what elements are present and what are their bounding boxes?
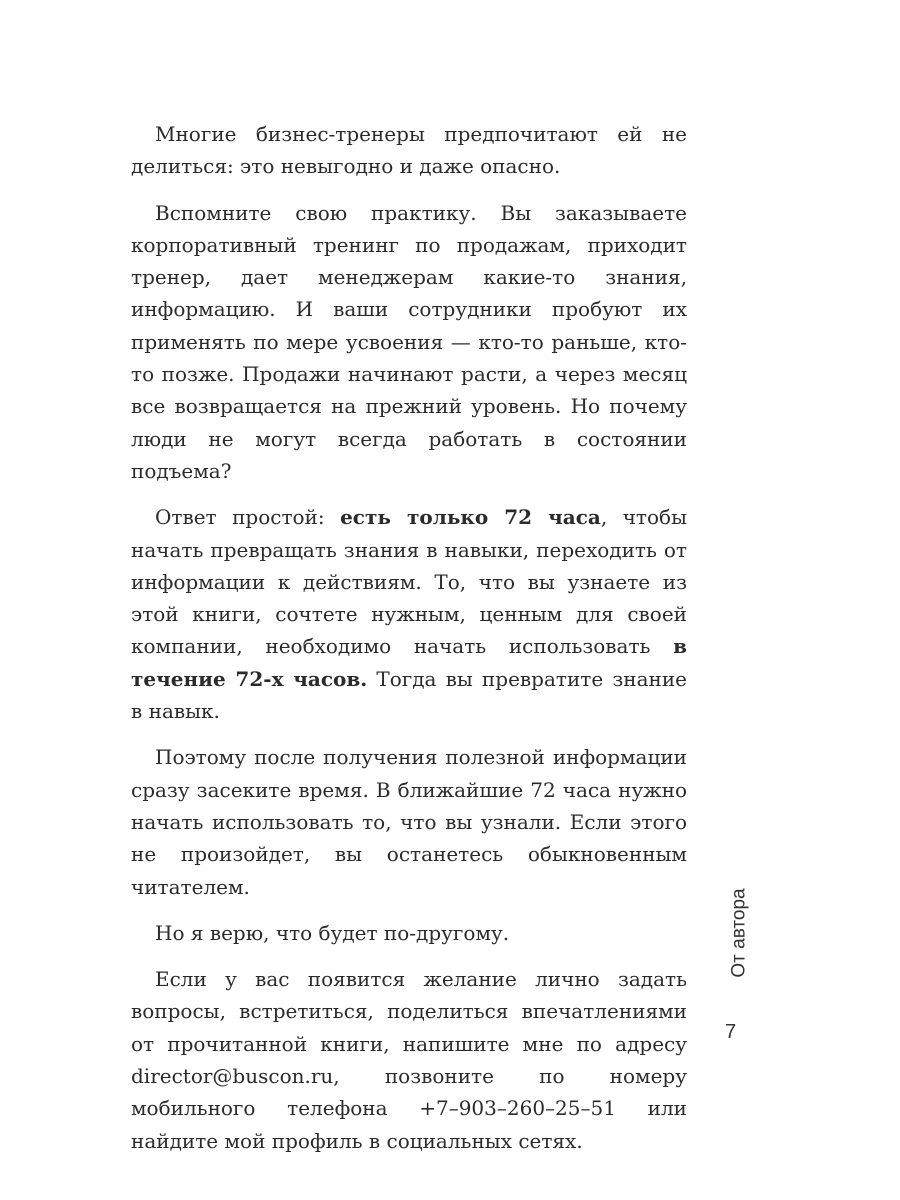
paragraph-3-text: Тогда вы превратите знание в навык. [131,666,687,724]
page-number: 7 [725,1021,737,1043]
paragraph-1: Многие бизнес-тренеры предпочитают ей не делиться: это невыгодно и даже опасно. [131,122,687,179]
paragraph-3-text: , чтобы начать превращать знания в навыки, переходить от информации к действиям. То, что вы узнаете из этой книги, сочтете нужным, ценным для своей компании, необходимо начать использовать [131,505,687,659]
paragraph-2: Вспомните свою практику. Вы заказываете корпоративный тренинг по продажам, приходит тренер, дает менеджерам какие-то знания, информацию. И ваши сотрудники пробуют их применять по мере усвоения — кто-то раньше, кто-то позже. Продажи начинают расти, а через месяц все возвращается на прежний уровень. Но почему люди не могут всегда работать в состоянии подъема? [131,200,687,483]
paragraph-4: Поэтому после получения полезной информации сразу засеките время. В ближайшие 72 часа нужно начать использовать то, что вы узнали. Если этого не произойдет, вы останетесь обыкновенным читателем. [131,745,687,899]
bold-72-hours: есть только 72 часа [340,505,601,530]
bold-within-72-hours: в течение 72-х часов. [131,634,687,691]
running-head [725,885,755,980]
paragraph-5: Но я верю, что будет по-другому. [155,920,510,945]
body-text [131,118,687,1171]
running-head-label: От автора [729,887,751,978]
paragraph-3 [131,501,687,727]
paragraph-6: Если у вас появится желание лично задать вопросы, встретиться, поделиться впечатлениями от прочитанной книги, напишите мне по адресу director@buscon.ru, позвоните по номеру мобильного телефона +7–903–260–25–51 или найдите мой профиль в социальных сетях. [131,967,687,1153]
paragraph-3-text: Ответ простой: [155,505,341,530]
